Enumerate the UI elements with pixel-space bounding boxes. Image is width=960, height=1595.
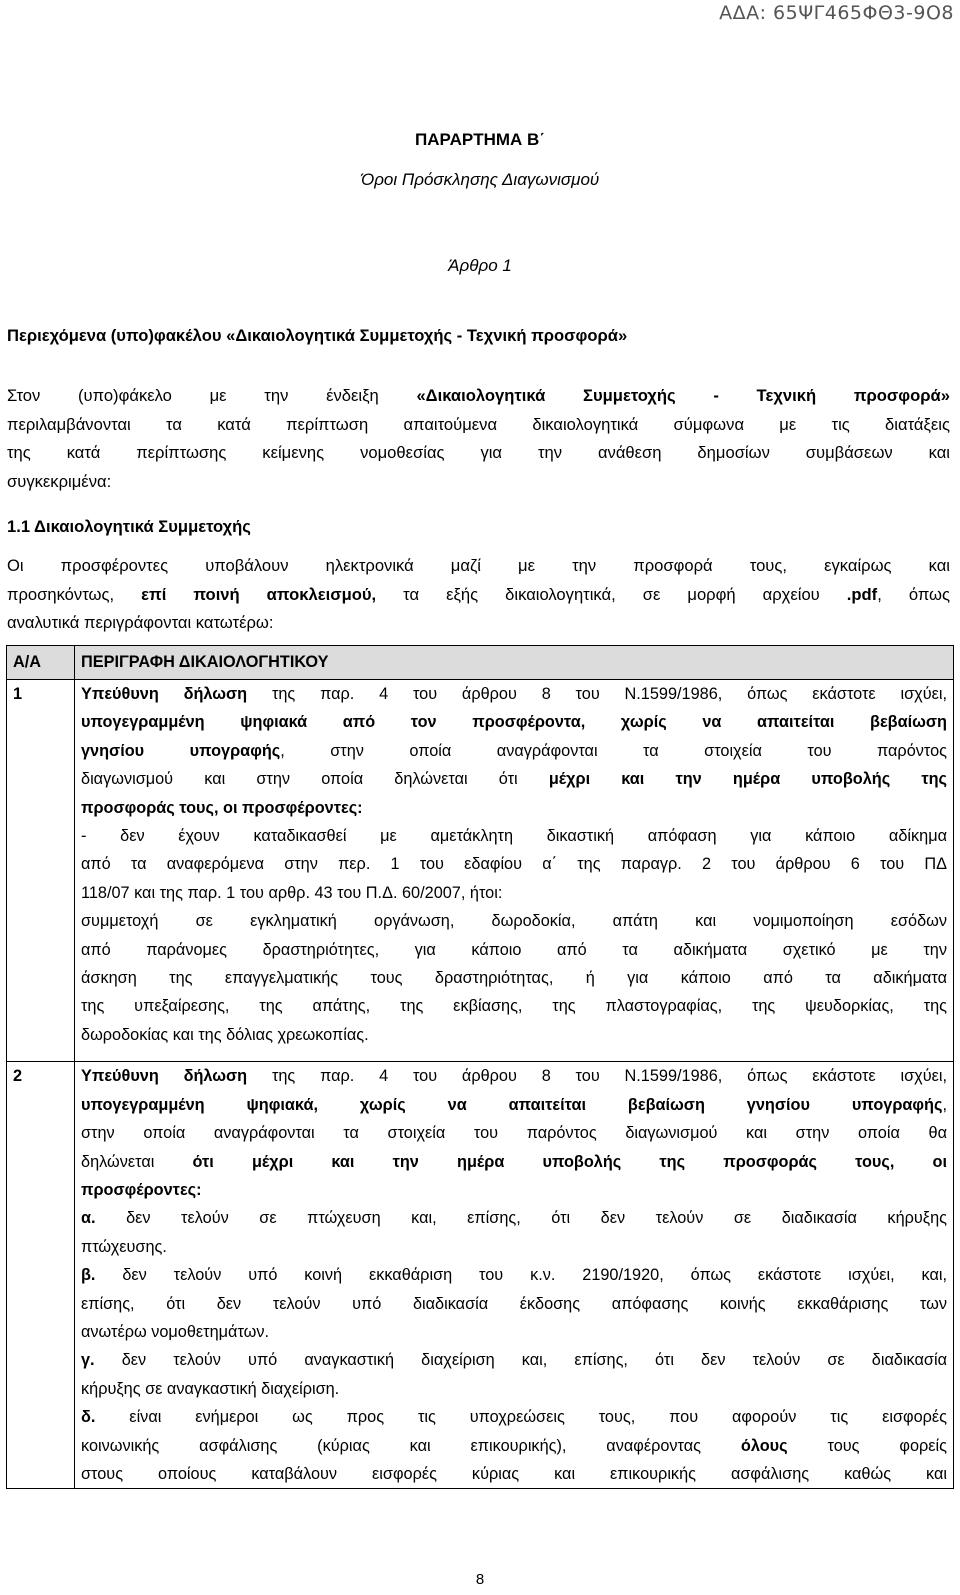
sub-line-1: Οι προσφέροντες υποβάλουν ηλεκτρονικά μαζί με την προσφορά τους, εγκαίρως και — [7, 556, 950, 575]
page-number: 8 — [475, 1571, 485, 1588]
row-description: Υπεύθυνη δήλωση της παρ. 4 του άρθρου 8 του Ν.1599/1986, όπως εκάστοτε ισχύει, υπογεγραμμένη ψηφιακά από τον προσφέροντα, χωρίς να απαιτείται βεβαίωση γνησίου υπογραφής, στην οποία αναγράφονται τα στοιχεία του παρόντος διαγωνισμού και στην οποία δηλώνεται ότι μέχρι και την ημέρα υποβολής της προσφοράς τους, οι προσφέροντες: - δεν έχουν καταδικασθεί με αμετάκλητη δικαστική απόφαση για κάποιο αδίκημα από τα αναφερόμενα στην περ. 1 του εδαφίου α΄ της παραγρ. 2 του άρθρου 6 του ΠΔ 118/07 και της παρ. 1 του αρθρ. 43 του Π.Δ. 60/2007, ήτοι: συμμετοχή σε εγκληματική οργάνωση, δωροδοκία, απάτη και νομιμοποίηση εσόδων από παράνομες δραστηριότητες, για κάποιο από τα αδικήματα σχετικό με την άσκηση της επαγγελματικής τους δραστηριότητας, ή για κάποιο από τα αδικήματα της υπεξαίρεσης, της απάτης, της εκβίασης, της πλαστογραφίας, της ψευδορκίας, της δωροδοκίας και της δόλιας χρεωκοπίας. — [75, 680, 954, 1062]
sub-heading: 1.1 Δικαιολογητικά Συμμετοχής — [7, 517, 251, 536]
ada-code: ΑΔΑ: 65ΨΓ465ΦΘ3-9Ο8 — [719, 2, 954, 24]
documents-table — [6, 645, 954, 1489]
row-number: 2 — [7, 1062, 75, 1489]
section-heading: Περιεχόμενα (υπο)φακέλου «Δικαιολογητικά Συμμετοχής - Τεχνική προσφορά» — [7, 326, 628, 345]
table-header-row — [7, 646, 954, 680]
col-desc-header: ΠΕΡΙΓΡΑΦΗ ΔΙΚΑΙΟΛΟΓΗΤΙΚΟΥ — [75, 646, 954, 680]
table-row — [7, 1062, 954, 1489]
intro-line-3: της κατά περίπτωσης κείμενης νομοθεσίας για την ανάθεση δημοσίων συμβάσεων και — [7, 443, 950, 462]
intro-line-2: περιλαμβάνονται τα κατά περίπτωση απαιτούμενα δικαιολογητικά σύμφωνα με τις διατάξεις — [7, 414, 950, 434]
annex-title: ΠΑΡΑΡΤΗΜΑ Β΄ — [414, 130, 545, 149]
intro-line-4: συγκεκριμένα: — [7, 471, 112, 491]
article-title: Άρθρο 1 — [448, 256, 512, 275]
row-description: Υπεύθυνη δήλωση της παρ. 4 του άρθρου 8 του Ν.1599/1986, όπως εκάστοτε ισχύει, υπογεγραμμένη ψηφιακά, χωρίς να απαιτείται βεβαίωση γνησίου υπογραφής, στην οποία αναγράφονται τα στοιχεία του παρόντος διαγωνισμού και στην οποία θα δηλώνεται ότι μέχρι και την ημέρα υποβολής της προσφοράς τους, οι προσφέροντες: α. δεν τελούν σε πτώχευση και, επίσης, ότι δεν τελούν σε διαδικασία κήρυξης πτώχευσης. β. δεν τελούν υπό κοινή εκκαθάριση του κ.ν. 2190/1920, όπως εκάστοτε ισχύει, και, επίσης, ότι δεν τελούν υπό διαδικασία έκδοσης απόφασης κοινής εκκαθάρισης των ανωτέρω νομοθετημάτων. γ. δεν τελούν υπό αναγκαστική διαχείριση και, επίσης, ότι δεν τελούν σε διαδικασία κήρυξης σε αναγκαστική διαχείριση. δ. είναι ενήμεροι ως προς τις υποχρεώσεις τους, που αφορούν τις εισφορές κοινωνικής ασφάλισης (κύριας και επικουρικής), αναφέροντας όλους τους φορείς στους οποίους καταβάλουν εισφορές κύριας και επικουρικής ασφάλισης καθώς και — [75, 1062, 954, 1489]
intro-line-1: Στον (υπο)φάκελο με την ένδειξη «Δικαιολογητικά Συμμετοχής - Τεχνική προσφορά» — [7, 386, 950, 405]
table-row — [7, 680, 954, 1062]
sub-paragraph — [7, 552, 950, 638]
row-number: 1 — [7, 680, 75, 1062]
sub-line-2: προσηκόντως, επί ποινή αποκλεισμού, τα εξής δικαιολογητικά, σε μορφή αρχείου .pdf, όπως — [7, 584, 950, 604]
intro-paragraph — [7, 382, 950, 496]
col-num-header: Α/Α — [7, 646, 75, 680]
sub-line-3: αναλυτικά περιγράφονται κατωτέρω: — [7, 613, 274, 632]
document-subtitle: Όροι Πρόσκλησης Διαγωνισμού — [360, 170, 600, 189]
